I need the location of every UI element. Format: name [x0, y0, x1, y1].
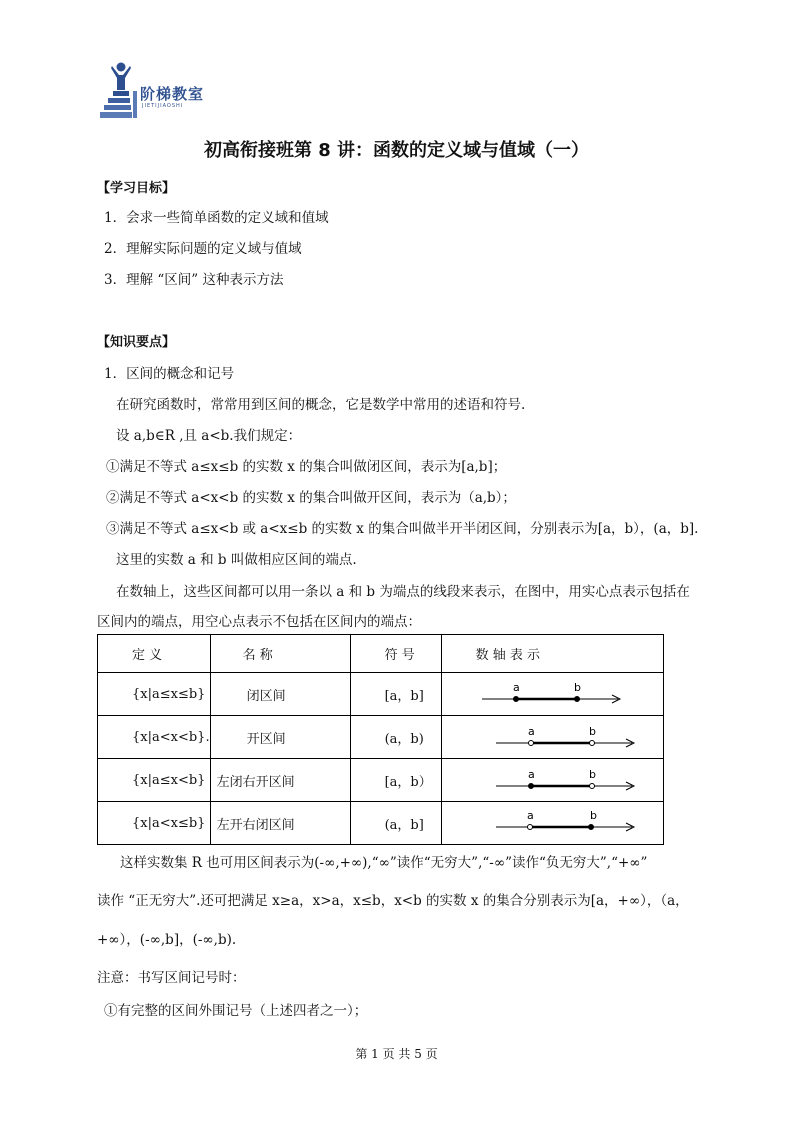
paragraph-intro: 在研究函数时，常常用到区间的概念，它是数学中常用的述语和符号. [116, 397, 526, 413]
open-interval-numberline [442, 717, 663, 757]
row-name: 左开右闭区间 [210, 802, 350, 845]
header-name: 名 称 [210, 635, 350, 673]
goal-item-3: 3．理解 “区间” 这种表示方法 [104, 272, 284, 288]
half-open-interval-def: ③满足不等式 a≤x<b 或 a<x≤b 的实数 x 的集合叫做半开半闭区间，分别表示为[a，b），(a，b]. [106, 521, 699, 537]
endpoint-b-label: b [588, 725, 596, 738]
row-definition: {x|a<x<b}. [98, 716, 211, 759]
knowledge-item-1: 1．区间的概念和记号 [104, 366, 235, 382]
closed-interval-def: ①满足不等式 a≤x≤b 的实数 x 的集合叫做闭区间，表示为[a,b]； [106, 459, 507, 475]
row-numberline [441, 673, 663, 716]
row-definition: {x|a<x≤b} [98, 802, 211, 845]
row-symbol: [a，b） [350, 759, 441, 802]
knowledge-heading: 【知识要点】 [97, 335, 176, 350]
closed-interval-numberline [442, 674, 663, 714]
header-symbol: 符 号 [350, 635, 441, 673]
endpoint-a-label: a [527, 768, 535, 781]
numberline-sentence-2: 区间内的端点，用空心点表示不包括在区间内的端点： [97, 614, 421, 630]
logo-subtitle: JIETIJIAOSHI [142, 103, 184, 109]
endpoint-b-label: b [588, 768, 596, 781]
row-definition: {x|a≤x<b} [98, 759, 211, 802]
logo [100, 60, 230, 122]
paragraph-assume: 设 a,b∈R ,且 a<b.我们规定： [116, 428, 302, 444]
row-name: 闭区间 [210, 673, 350, 716]
page-footer: 第 1 页 共 5 页 [355, 1047, 438, 1061]
header-definition: 定 义 [98, 635, 211, 673]
endpoint-a-label: a [526, 809, 534, 822]
endpoint-a-label: a [512, 681, 520, 694]
row-symbol: [a，b] [350, 673, 441, 716]
row-numberline [441, 716, 663, 759]
endpoint-b-label: b [573, 681, 581, 694]
endpoint-b-label: b [589, 809, 597, 822]
left-closed-right-open-numberline [442, 760, 663, 800]
page-title: 初高衔接班第 8 讲：函数的定义域与值域（一） [203, 140, 590, 161]
goal-item-2: 2．理解实际问题的定义域与值域 [104, 241, 302, 257]
row-name: 左闭右开区间 [210, 759, 350, 802]
real-set-sentence: 这样实数集 R 也可用区间表示为(-∞,+∞),“∞”读作“无穷大”,“-∞”读作“负无穷大”,“+∞” [120, 855, 648, 871]
goal-item-1: 1．会求一些简单函数的定义域和值域 [104, 210, 329, 226]
infinity-sentence: 读作 “正无穷大”.还可把满足 x≥a，x>a，x≤b，x<b 的实数 x 的集合分别表示为[a，+∞），（a， [97, 893, 689, 909]
row-name: 开区间 [210, 716, 350, 759]
row-numberline [441, 802, 663, 845]
header-numberline: 数 轴 表 示 [441, 635, 663, 673]
table-row [98, 716, 664, 759]
logo-name: 阶梯教室 [140, 85, 205, 103]
note-item-1: ①有完整的区间外围记号（上述四者之一）； [104, 1003, 368, 1019]
table-row [98, 802, 664, 845]
note-heading: 注意：书写区间记号时： [97, 970, 246, 986]
table-row [98, 673, 664, 716]
endpoint-a-label: a [527, 725, 535, 738]
table-header-row [98, 635, 664, 673]
numberline-sentence-1: 在数轴上，这些区间都可以用一条以 a 和 b 为端点的线段来表示，在图中，用实心点表示包括在 [116, 584, 690, 600]
interval-table [97, 634, 664, 845]
row-symbol: (a，b) [350, 716, 441, 759]
table-row [98, 759, 664, 802]
open-interval-def: ②满足不等式 a<x<b 的实数 x 的集合叫做开区间，表示为（a,b）； [106, 490, 516, 506]
endpoint-sentence: 这里的实数 a 和 b 叫做相应区间的端点. [116, 552, 357, 568]
left-open-right-closed-numberline [442, 803, 663, 843]
row-numberline [441, 759, 663, 802]
infinity-sentence-end: +∞），(-∞,b]，(-∞,b). [97, 932, 237, 948]
logo-stairs-icon [100, 60, 140, 122]
goals-heading: 【学习目标】 [97, 181, 176, 196]
row-definition: {x|a≤x≤b} [98, 673, 211, 716]
row-symbol: (a，b] [350, 802, 441, 845]
